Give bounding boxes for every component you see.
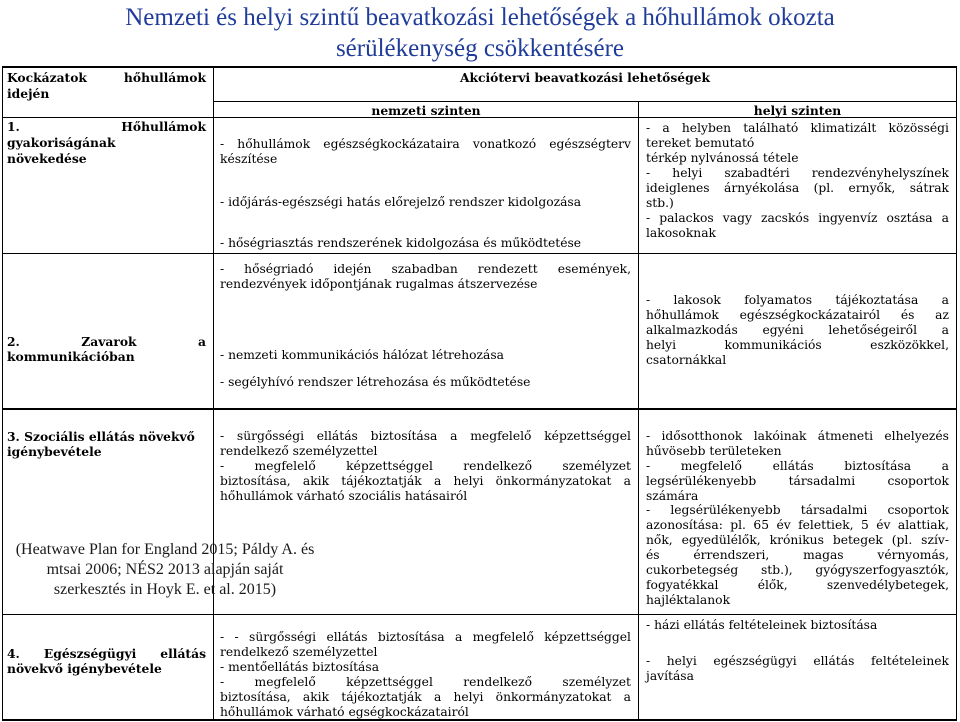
row4-national-line-6: hőhullámok várható egségkockázatairól bbox=[220, 705, 469, 719]
row1-national-a-line-2: készítése bbox=[220, 152, 278, 166]
row2-local-line-2: hőhullámok egészségkockázatairól és az bbox=[646, 308, 949, 322]
column-divider-2 bbox=[638, 101, 639, 721]
row2-local-line-4: helyi kommunikációs eszközökkel, bbox=[646, 338, 949, 352]
row3-national-line-3: - megfelelő képzettséggel rendelkező személyzet bbox=[220, 459, 631, 473]
row1-national-b: - időjárás-egészségi hatás előrejelző rendszer kidolgozása bbox=[220, 195, 582, 209]
source-note bbox=[0, 540, 330, 600]
row4-local-line-3: javítása bbox=[646, 669, 694, 683]
row3-label-line-2: igénybevétele bbox=[7, 444, 102, 459]
row4-local-line-2: - helyi egészségügyi ellátás feltételeinek bbox=[646, 654, 949, 668]
row3-local-line-12: hajléktalanok bbox=[646, 593, 731, 607]
column-divider-1 bbox=[213, 66, 214, 721]
row4-label-line-2: növekvő igénybevétele bbox=[7, 661, 162, 676]
title-line-2: sérülékenység csökkentésére bbox=[335, 35, 625, 62]
row-divider-1 bbox=[2, 253, 957, 254]
page-title bbox=[0, 2, 960, 64]
row1-label-line-2: gyakoriságának bbox=[7, 135, 116, 150]
row2-local-line-5: csatornákkal bbox=[646, 353, 727, 367]
table-border-top bbox=[2, 66, 957, 68]
row2-national-a-line-1: - hőségriadó idején szabadban rendezett események, bbox=[220, 262, 631, 276]
row1-local-a-line-1: - a helyben található klimatizált közösségi bbox=[646, 121, 949, 135]
source-note-line-2: mtsai 2006; NÉS2 2013 alapján saját bbox=[46, 561, 284, 578]
table-border-left bbox=[2, 66, 3, 721]
row1-local-b-line-3: stb.) bbox=[646, 196, 674, 210]
risk-header-line-2: idején bbox=[7, 86, 50, 101]
row1-local-b-line-2: ideiglenes árnyékolása (pl. ernyők, sátrak bbox=[646, 181, 949, 195]
row2-local-line-1: - lakosok folyamatos tájékoztatása a bbox=[646, 293, 949, 307]
row-divider-2 bbox=[2, 408, 957, 410]
table-border-bottom bbox=[2, 719, 957, 721]
row3-local-line-1: - idősotthonok lakóinak átmeneti elhelyezés bbox=[646, 429, 949, 443]
row4-national-line-5: biztosítása, akik tájékoztatják a helyi önkormányzatokat a bbox=[220, 690, 631, 704]
row1-local-b-line-1: - helyi szabadtéri rendezvényhelyszínek bbox=[646, 166, 949, 180]
row2-local-line-3: alkalmazkodás egyéni lehetőségeiről a bbox=[646, 323, 949, 337]
row1-national-c: - hőségriasztás rendszerének kidolgozása és működtetése bbox=[220, 236, 582, 250]
subheader-rule bbox=[213, 101, 957, 102]
row2-national-a-line-2: rendezvények időpontjának rugalmas átszervezése bbox=[220, 277, 538, 291]
row1-local-a-line-3: térkép nylvánossá tétele bbox=[646, 151, 799, 165]
row3-local-line-4: legsérülékenyebb társadalmi csoportok bbox=[646, 474, 949, 488]
row1-national-a-line-1: - hőhullámok egészségkockázataira vonatkozó egészségterv bbox=[220, 137, 631, 151]
row1-local-c-line-1: - palackos vagy zacskós ingyenvíz osztása a bbox=[646, 211, 949, 225]
row3-local-line-6: - legsérülékenyebb társadalmi csoportok bbox=[646, 503, 949, 517]
table-border-right bbox=[956, 66, 957, 721]
row2-national-c: - segélyhívó rendszer létrehozása és működtetése bbox=[220, 375, 531, 389]
row4-label-line-1: 4. Egészségügyi ellátás bbox=[7, 646, 206, 661]
row4-national-line-2: rendelkező személyzettel bbox=[220, 645, 378, 659]
row4-national-line-1: - - sürgősségi ellátás biztosítása a megfelelő képzettséggel bbox=[220, 630, 631, 644]
row3-national-line-1: - sürgősségi ellátás biztosítása a megfelelő képzettséggel bbox=[220, 429, 631, 443]
row3-local-line-5: számára bbox=[646, 489, 699, 503]
source-note-line-3: szerkesztés in Hoyk E. et al. 2015) bbox=[53, 581, 277, 598]
row1-local-a-line-2: tereket bemutató bbox=[646, 136, 755, 150]
row3-local-line-3: - megfelelő ellátás biztosítása a bbox=[646, 459, 949, 473]
row2-national-b: - nemzeti kommunikációs hálózat létrehozása bbox=[220, 348, 504, 362]
source-note-line-1: (Heatwave Plan for England 2015; Páldy A. és bbox=[15, 541, 315, 558]
row3-local-line-2: hűvösebb területeken bbox=[646, 444, 782, 458]
row3-local-line-9: és érrendszeri, magas vérnyomás, bbox=[646, 548, 949, 562]
row3-local-line-10: cukorbetegség stb.), gyógyszerfogyasztók, bbox=[646, 563, 949, 577]
row3-national-line-2: rendelkező személyzettel bbox=[220, 444, 378, 458]
row1-label-line-1: 1. Hőhullámok bbox=[7, 119, 206, 134]
action-header: Akciótervi beavatkozási lehetőségek bbox=[459, 70, 711, 85]
row3-national-line-4: biztosítása, akik tájékoztatják a helyi önkormányzatokat a bbox=[220, 474, 631, 488]
row3-local-line-11: fogyatékkal élők, szenvedélybetegek, bbox=[646, 578, 949, 592]
row4-national-line-3: - mentőellátás biztosítása bbox=[220, 660, 380, 674]
row2-label-line-2: kommunikációban bbox=[7, 349, 135, 364]
row3-local-line-8: nők, egyedülélők, krónikus betegek (pl. szív- bbox=[646, 533, 949, 547]
row3-local-line-7: azonosítása: pl. 65 év felettiek, 5 év alattiak, bbox=[646, 518, 949, 532]
row1-local-c-line-2: lakosoknak bbox=[646, 226, 716, 240]
row4-national-line-4: - megfelelő képzettséggel rendelkező személyzet bbox=[220, 675, 631, 689]
row-divider-3 bbox=[2, 614, 957, 615]
row3-national-line-5: hőhullámok várható szociális hatásairól bbox=[220, 489, 468, 503]
risk-header-line-1: Kockázatok hőhullámok bbox=[7, 70, 206, 85]
national-header: nemzeti szinten bbox=[371, 103, 481, 118]
row3-label-line-1: 3. Szociális ellátás növekvő bbox=[7, 429, 195, 444]
row4-local-line-1: - házi ellátás feltételeinek biztosítása bbox=[646, 618, 878, 632]
local-header: helyi szinten bbox=[753, 103, 842, 118]
row2-label-line-1: 2. Zavarok a bbox=[7, 334, 206, 349]
row1-label-line-3: növekedése bbox=[7, 151, 87, 166]
title-line-1: Nemzeti és helyi szintű beavatkozási lehetőségek a hőhullámok okozta bbox=[125, 4, 835, 31]
